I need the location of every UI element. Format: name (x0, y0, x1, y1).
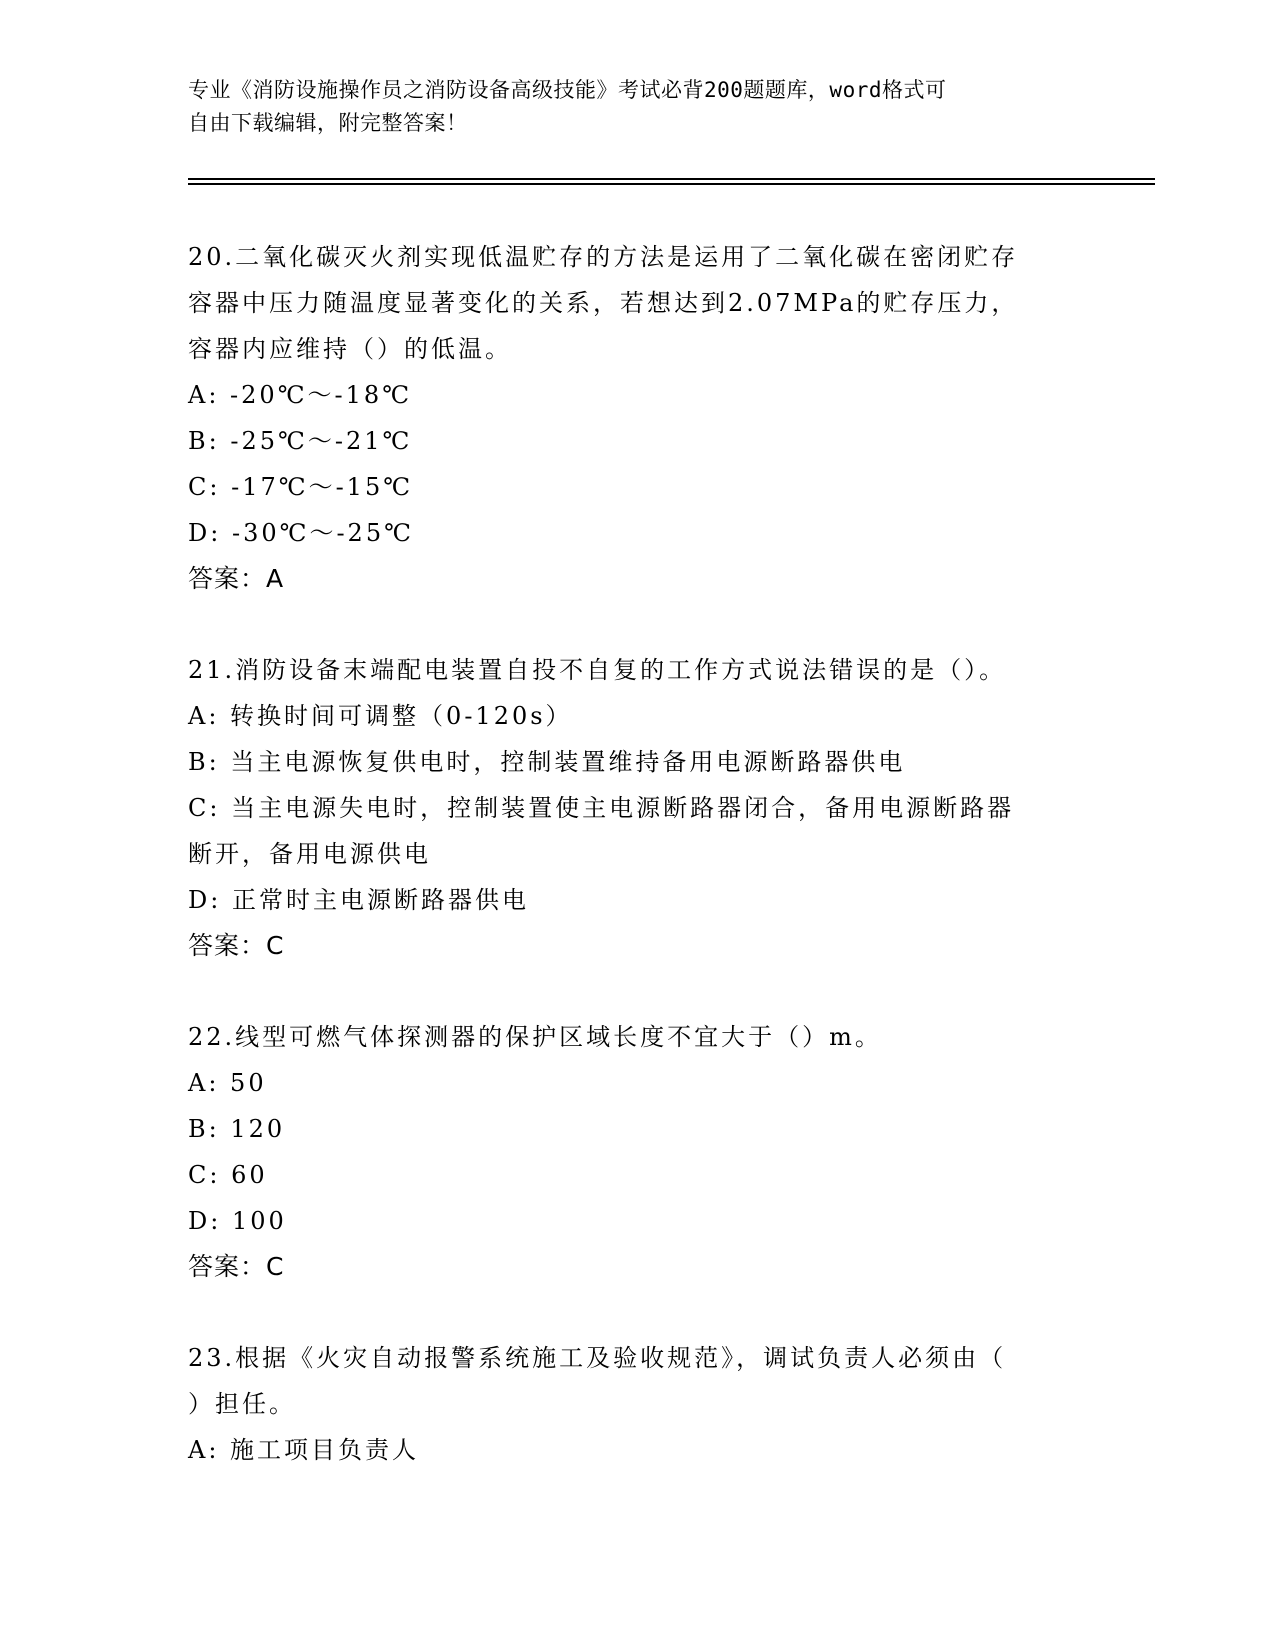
header-divider-top (188, 178, 1155, 180)
option-c-continued: 断开，备用电源供电 (188, 840, 431, 868)
document-header (188, 74, 1088, 140)
option-a: A: 转换时间可调整（0-120s） (188, 702, 573, 730)
option-a: A: 50 (188, 1069, 267, 1097)
option-a: A: -20℃～-18℃ (188, 381, 413, 409)
question-stem: 20.二氧化碳灭火剂实现低温贮存的方法是运用了二氧化碳在密闭贮存 (188, 243, 1019, 271)
answer: 答案：A (188, 564, 285, 593)
answer: 答案：C (188, 931, 285, 960)
question-stem: 容器中压力随温度显著变化的关系，若想达到2.07MPa的贮存压力， (188, 289, 1019, 317)
question-stem: ）担任。 (188, 1390, 296, 1418)
question-list (188, 234, 1088, 1518)
option-b: B: 120 (188, 1115, 286, 1143)
header-divider-bottom (188, 183, 1155, 185)
header-line-2: 自由下载编辑，附完整答案！ (188, 111, 468, 135)
question-stem: 22.线型可燃气体探测器的保护区域长度不宜大于（）m。 (188, 1023, 882, 1051)
option-b: B: -25℃～-21℃ (188, 427, 413, 455)
question-21 (188, 647, 1088, 969)
option-d: D: 正常时主电源断路器供电 (188, 886, 529, 914)
header-line-1: 专业《消防设施操作员之消防设备高级技能》考试必背200题题库，word格式可 (188, 78, 947, 102)
question-stem: 容器内应维持（）的低温。 (188, 335, 512, 363)
option-a: A: 施工项目负责人 (188, 1436, 420, 1464)
question-stem: 23.根据《火灾自动报警系统施工及验收规范》，调试负责人必须由（ (188, 1344, 1007, 1372)
question-20 (188, 234, 1088, 602)
question-22 (188, 1014, 1088, 1290)
answer: 答案：C (188, 1252, 285, 1281)
option-b: B: 当主电源恢复供电时，控制装置维持备用电源断路器供电 (188, 748, 906, 776)
question-23 (188, 1335, 1088, 1473)
option-c: C: 当主电源失电时，控制装置使主电源断路器闭合，备用电源断路器 (188, 794, 1015, 822)
option-c: C: -17℃～-15℃ (188, 473, 414, 501)
option-d: D: 100 (188, 1207, 287, 1235)
question-stem: 21.消防设备末端配电装置自投不自复的工作方式说法错误的是（）。 (188, 656, 1007, 684)
option-d: D: -30℃～-25℃ (188, 519, 414, 547)
option-c: C: 60 (188, 1161, 268, 1189)
